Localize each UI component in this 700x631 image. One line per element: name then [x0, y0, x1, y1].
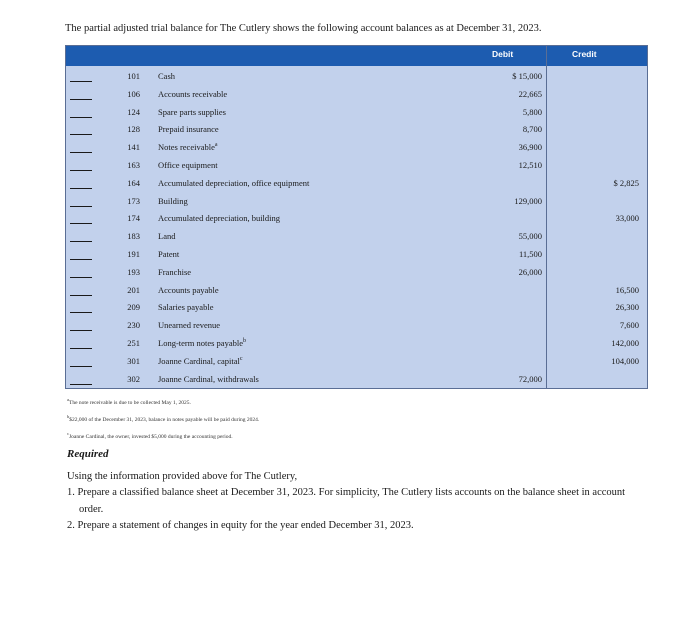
account-name: Franchise — [158, 266, 192, 277]
answer-blank — [70, 81, 92, 82]
footnote-text: Joanne Cardinal, the owner, invested $5,000 during the accounting period. — [69, 433, 233, 440]
account-number: 201 — [127, 284, 140, 295]
account-name: Long-term notes payable — [158, 338, 243, 348]
debit-amount: 129,000 — [514, 195, 542, 206]
footnote-a — [67, 393, 259, 410]
required-heading: Required — [67, 448, 109, 460]
account-name-cell — [158, 107, 226, 117]
credit-amount: 33,000 — [615, 213, 639, 224]
debit-amount: 12,510 — [518, 160, 542, 170]
table-row — [66, 316, 647, 334]
table-row — [66, 298, 647, 316]
debit-amount: $ 15,000 — [512, 71, 542, 81]
footnote-c — [67, 427, 259, 444]
answer-blank — [70, 366, 92, 367]
debit-column-header: Debit — [492, 49, 514, 59]
account-name: Prepaid insurance — [158, 124, 219, 135]
account-number: 163 — [127, 160, 140, 170]
account-name: Accumulated depreciation, office equipment — [158, 177, 310, 188]
table-row — [66, 334, 647, 352]
table-row — [66, 281, 647, 299]
table-row — [66, 103, 647, 121]
account-number: 106 — [127, 88, 140, 99]
debit-amount: 5,800 — [522, 106, 542, 117]
account-name-cell — [158, 285, 219, 295]
answer-blank — [70, 295, 92, 296]
account-number: 173 — [127, 195, 140, 206]
account-name-cell — [158, 213, 280, 223]
account-name: Unearned revenue — [158, 320, 221, 331]
table-row — [66, 120, 647, 138]
credit-amount: 26,300 — [615, 302, 639, 313]
table-row — [66, 192, 647, 210]
account-number: 128 — [127, 124, 140, 135]
intro-text: The partial adjusted trial balance for The Cutlery shows the following account balances as at December 31, 2023. — [65, 23, 542, 34]
table-row — [66, 85, 647, 103]
account-number: 251 — [127, 338, 140, 348]
table-row — [66, 352, 647, 370]
account-name-cell — [158, 89, 227, 99]
account-name: Land — [158, 231, 176, 242]
credit-amount: 104,000 — [611, 355, 639, 366]
required-intro: Using the information provided above for The Cutlery, — [67, 471, 298, 482]
required-item — [67, 518, 627, 534]
debit-amount: 22,665 — [518, 88, 542, 99]
answer-blank — [70, 312, 92, 313]
account-name: Accounts receivable — [158, 88, 228, 99]
account-name-cell — [158, 320, 220, 330]
answer-blank — [70, 241, 92, 242]
credit-column-header: Credit — [572, 49, 597, 59]
debit-amount: 11,500 — [518, 249, 542, 259]
required-item — [67, 485, 627, 518]
debit-amount: 8,700 — [522, 124, 542, 135]
table-row — [66, 370, 647, 388]
item-text: Prepare a classified balance sheet at December 31, 2023. For simplicity, The Cutlery lists accounts on the balance sheet in account order. — [77, 487, 626, 515]
footnote-marker: a — [214, 142, 218, 149]
footnote-b — [67, 410, 259, 427]
account-name: Cash — [158, 71, 175, 81]
item-number: 1. — [67, 487, 75, 499]
table-row — [66, 263, 647, 281]
item-text: Prepare a statement of changes in equity for the year ended December 31, 2023. — [77, 519, 414, 531]
account-number: 230 — [127, 320, 140, 331]
answer-blank — [70, 330, 92, 331]
account-name-cell — [158, 178, 309, 188]
footnote-marker: b — [242, 338, 246, 345]
answer-blank — [70, 134, 92, 135]
item-number: 2. — [67, 519, 75, 531]
table-header — [66, 46, 647, 66]
account-name-cell — [158, 160, 218, 170]
account-name-cell — [158, 196, 188, 206]
account-number: 101 — [127, 71, 140, 81]
answer-blank — [70, 384, 92, 385]
account-name: Office equipment — [158, 160, 218, 170]
account-name-cell — [158, 338, 246, 348]
debit-amount: 26,000 — [518, 266, 542, 277]
account-name: Salaries payable — [158, 302, 214, 313]
account-number: 174 — [127, 213, 140, 224]
account-name: Joanne Cardinal, capital — [158, 355, 240, 366]
table-row — [66, 156, 647, 174]
debit-amount: 55,000 — [518, 231, 542, 242]
answer-blank — [70, 259, 92, 260]
account-number: 183 — [127, 231, 140, 242]
footnote-mark: a — [67, 397, 69, 402]
answer-blank — [70, 170, 92, 171]
answer-blank — [70, 99, 92, 100]
debit-amount: 72,000 — [518, 373, 542, 384]
credit-amount: 142,000 — [611, 338, 639, 348]
account-number: 141 — [127, 142, 140, 153]
account-number: 193 — [127, 266, 140, 277]
account-number: 124 — [127, 106, 140, 117]
table-row — [66, 67, 647, 85]
credit-amount: 7,600 — [619, 320, 639, 331]
table-row — [66, 138, 647, 156]
account-name-cell — [158, 231, 175, 241]
table-row — [66, 245, 647, 263]
credit-amount: $ 2,825 — [613, 177, 639, 188]
account-name-cell — [158, 356, 243, 366]
account-name-cell — [158, 142, 218, 152]
credit-amount: 16,500 — [615, 284, 639, 295]
table-row — [66, 174, 647, 192]
answer-blank — [70, 206, 92, 207]
answer-blank — [70, 277, 92, 278]
account-number: 209 — [127, 302, 140, 313]
footnotes — [67, 393, 259, 443]
account-number: 191 — [127, 249, 140, 259]
account-name-cell — [158, 302, 213, 312]
table-row — [66, 227, 647, 245]
footnote-marker: c — [239, 355, 243, 362]
account-name-cell — [158, 249, 179, 259]
account-name: Notes receivable — [158, 142, 215, 153]
account-name: Accounts payable — [158, 284, 219, 295]
account-number: 301 — [127, 355, 140, 366]
account-number: 302 — [127, 373, 140, 384]
footnote-text: The note receivable is due to be collected May 1, 2025. — [69, 399, 191, 406]
account-name-cell — [158, 374, 259, 384]
footnote-mark: b — [67, 413, 70, 419]
account-name-cell — [158, 71, 175, 81]
account-name: Building — [158, 195, 188, 206]
account-number: 164 — [127, 177, 140, 188]
answer-blank — [70, 117, 92, 118]
answer-blank — [70, 188, 92, 189]
answer-blank — [70, 152, 92, 153]
footnote-mark: c — [67, 430, 69, 436]
table-row — [66, 209, 647, 227]
answer-blank — [70, 223, 92, 224]
account-name: Accumulated depreciation, building — [158, 213, 281, 224]
answer-blank — [70, 348, 92, 349]
debit-amount: 36,900 — [518, 142, 542, 153]
required-section — [67, 469, 627, 534]
account-name: Joanne Cardinal, withdrawals — [158, 373, 259, 384]
account-name: Spare parts supplies — [158, 106, 226, 117]
footnote-text: $22,000 of the December 31, 2023, balance in notes payable will be paid during 2024. — [69, 416, 260, 423]
trial-balance-table — [65, 45, 648, 389]
account-name-cell — [158, 267, 191, 277]
account-name: Patent — [158, 249, 180, 259]
account-name-cell — [158, 124, 219, 134]
